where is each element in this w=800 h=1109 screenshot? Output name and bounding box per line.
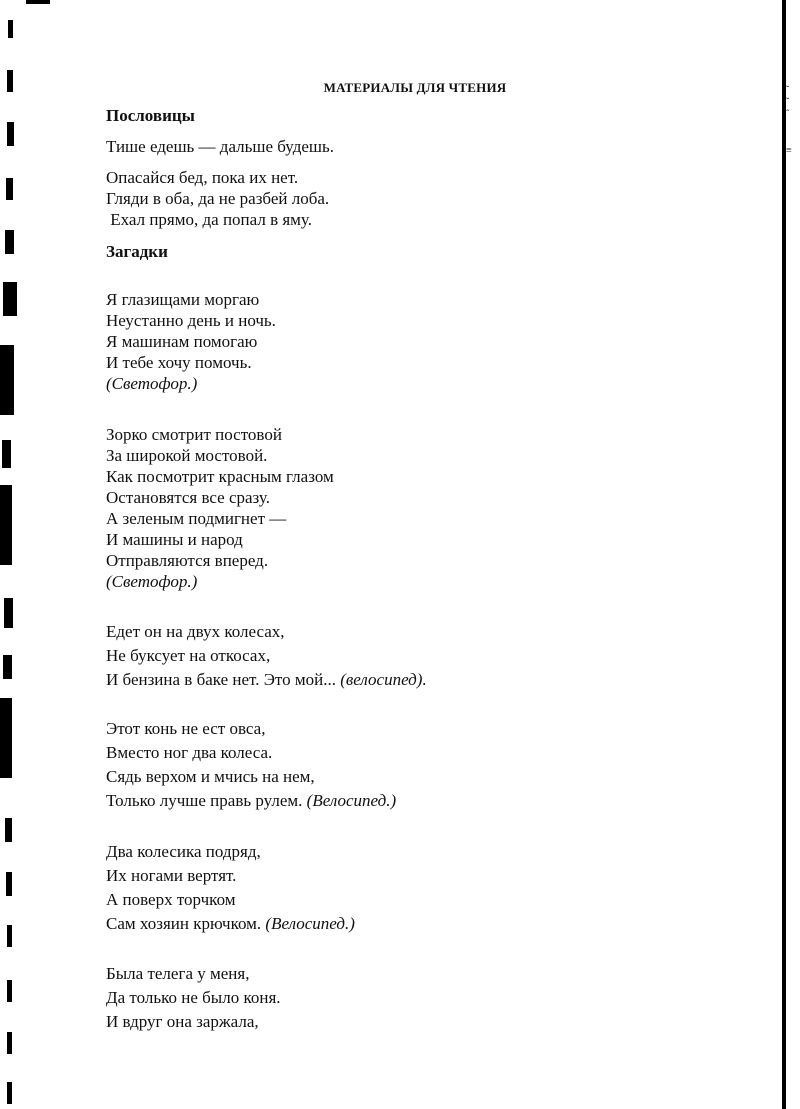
riddle-line-with-answer: [106, 914, 355, 934]
scan-edge-mark: [7, 1032, 12, 1054]
scan-edge-mark: [5, 818, 12, 842]
scan-edge-mark: [5, 230, 14, 254]
scan-edge-mark: [0, 485, 12, 565]
riddle-answer: (Светофор.): [106, 572, 198, 591]
riddles-title: Загадки: [106, 242, 168, 261]
riddle-line: А зеленым подмигнет —: [106, 509, 287, 528]
riddle-line: Их ногами вертят.: [106, 866, 237, 885]
proverb: Опасайся бед, пока их нет.: [106, 168, 299, 187]
scan-edge-mark: [0, 698, 12, 778]
riddle-line: Вместо ног два колеса.: [106, 743, 273, 762]
proverb: Ехал прямо, да попал в яму.: [106, 210, 312, 229]
scan-edge-mark: [3, 655, 12, 679]
page-title: МАТЕРИАЛЫ ДЛЯ ЧТЕНИЯ: [323, 80, 507, 95]
scan-edge-mark: [7, 1082, 12, 1104]
riddle-line: Я глазищами моргаю: [106, 290, 260, 309]
riddle-line: И тебе хочу помочь.: [106, 353, 252, 372]
scan-edge-mark: [4, 598, 13, 628]
riddle-answer: (Велосипед.): [306, 791, 397, 810]
riddle-line-text: И бензина в баке нет. Это мой...: [106, 670, 336, 689]
proverbs-title: Пословицы: [106, 106, 195, 125]
riddle-line: И вдруг она заржала,: [106, 1012, 259, 1031]
proverb: Тише едешь — дальше будешь.: [106, 137, 334, 156]
riddle-line: Едет он на двух колесах,: [106, 622, 285, 641]
riddle-line: Не буксует на откосах,: [106, 646, 271, 665]
scan-edge-mark: [0, 345, 14, 415]
riddle-line: Этот конь не ест овса,: [106, 719, 266, 738]
riddle-answer: (Велосипед.): [265, 914, 355, 933]
scan-edge-mark: [7, 925, 12, 947]
riddle-line: Отправляются вперед.: [106, 551, 269, 570]
riddle-line: Была телега у меня,: [106, 964, 250, 983]
scan-edge-mark: [8, 20, 13, 38]
riddle-line: И машины и народ: [106, 530, 243, 549]
proverb: Гляди в оба, да не разбей лоба.: [106, 189, 330, 208]
riddle-line: Да только не было коня.: [106, 988, 281, 1007]
riddle-line: А поверх торчком: [106, 890, 236, 909]
riddle-answer: (Светофор.): [106, 374, 198, 393]
riddle-line-with-answer: [106, 670, 427, 690]
riddle-line: Я машинам помогаю: [106, 332, 258, 351]
scan-noise: ˇ ˇ ˆ ≡: [786, 85, 792, 156]
scan-right-border: [782, 0, 786, 1109]
scan-edge-mark: [6, 178, 13, 200]
riddle-line: Как посмотрит красным глазом: [106, 467, 334, 486]
riddle-answer: (велосипед).: [340, 670, 427, 689]
riddle-line-with-answer: [106, 791, 396, 811]
riddle-line: Два колесика подряд,: [106, 842, 261, 861]
scan-edge-mark: [3, 282, 17, 316]
scan-edge-mark: [6, 872, 12, 896]
scan-edge-mark: [26, 0, 50, 4]
scan-edge-mark: [7, 122, 14, 146]
riddle-line-text: Только лучше правь рулем.: [106, 791, 303, 810]
riddle-line-text: Сам хозяин крючком.: [106, 914, 262, 933]
riddle-line: Сядь верхом и мчись на нем,: [106, 767, 315, 786]
riddle-line: Остановятся все сразу.: [106, 488, 270, 507]
riddle-line: Неустанно день и ночь.: [106, 311, 276, 330]
scan-edge-mark: [2, 440, 11, 468]
riddle-line: Зорко смотрит постовой: [106, 425, 282, 444]
scan-edge-mark: [7, 980, 12, 1002]
riddle-line: За широкой мостовой.: [106, 446, 268, 465]
